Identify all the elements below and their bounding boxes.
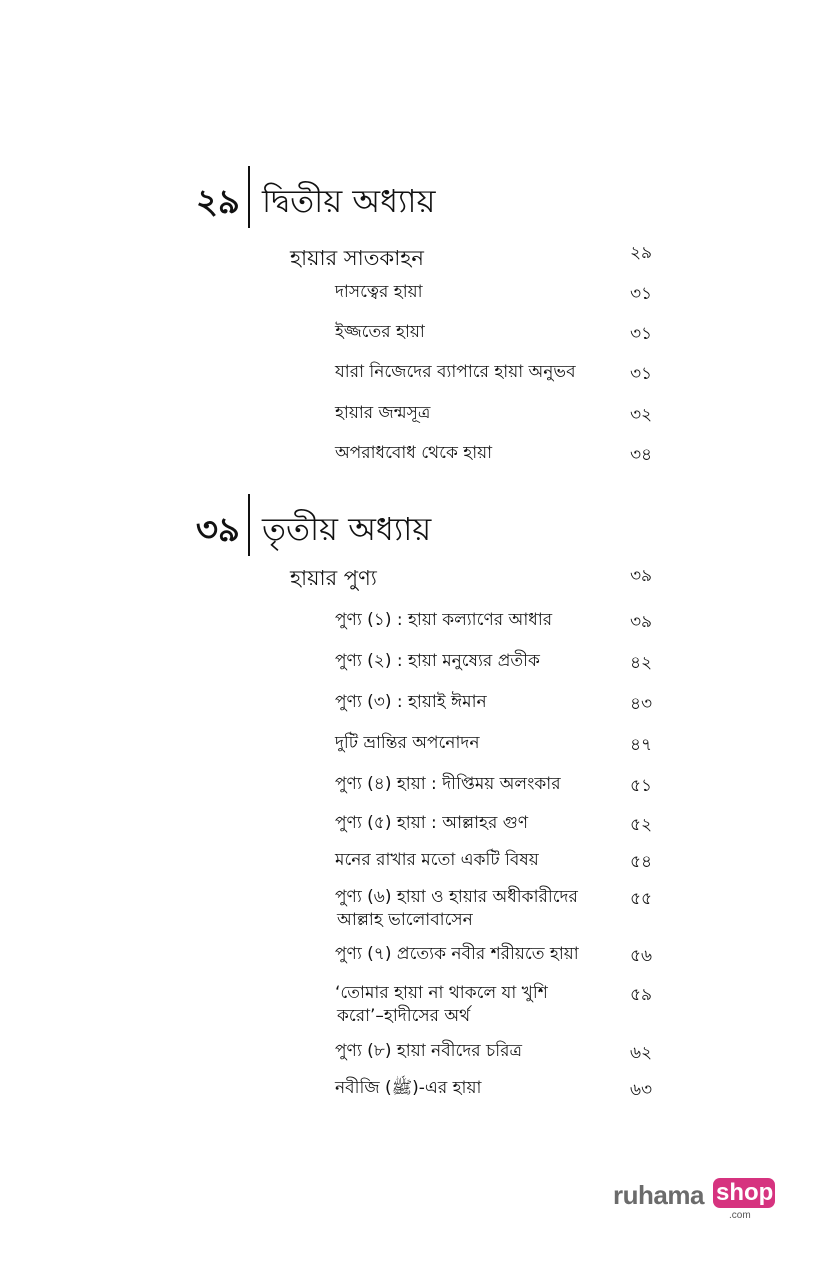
section-title: হায়ার সাতকাহন (290, 246, 424, 270)
logo-ruhama-text: ruhama (613, 1180, 704, 1210)
section-page: ৩৯ (630, 566, 653, 586)
toc-entry-line-2: আল্লাহ ভালোবাসেন (337, 910, 473, 930)
chapter-divider (248, 166, 250, 228)
toc-page: ৩২ (630, 405, 653, 425)
toc-page: ৩৯ (630, 612, 653, 632)
toc-page: ৪৭ (630, 735, 653, 755)
chapter-2-title: দ্বিতীয় অধ্যায় (262, 182, 436, 220)
toc-entry: অপরাধবোধ থেকে হায়া (335, 443, 493, 463)
toc-entry: মনের রাখার মতো একটি বিষয় (335, 850, 539, 870)
toc-page: ৪২ (630, 653, 653, 673)
toc-page: ৬৩ (630, 1080, 653, 1100)
toc-entry-line-1: পুণ্য (৬) হায়া ও হায়ার অধীকারীদের (335, 887, 578, 907)
toc-page: ৩১ (630, 324, 653, 344)
toc-entry-line-2: করো’–হাদীসের অর্থ (337, 1006, 471, 1026)
toc-entry: পুণ্য (৫) হায়া : আল্লাহর গুণ (335, 813, 529, 833)
toc-entry: যারা নিজেদের ব্যাপারে হায়া অনুভব (335, 362, 576, 382)
section-title: হায়ার পুণ্য (290, 566, 377, 590)
toc-entry: দুটি ভ্রান্তির অপনোদন (335, 733, 480, 753)
toc-page: ৬২ (630, 1043, 653, 1063)
ruhamashop-logo (613, 1178, 783, 1220)
toc-entry: ইজ্জতের হায়া (335, 322, 425, 342)
toc-entry-line-1: ‘তোমার হায়া না থাকলে যা খুশি (335, 983, 548, 1003)
toc-page: ৫১ (630, 776, 653, 796)
toc-entry-multiline (335, 982, 605, 1028)
toc-page: ৫৫ (630, 889, 653, 909)
logo-shop-text: shop (716, 1179, 774, 1206)
toc-page: ৫২ (630, 815, 653, 835)
toc-entry: দাসত্বের হায়া (335, 282, 423, 302)
toc-entry: নবীজি (ﷺ)-এর হায়া (335, 1078, 482, 1098)
toc-page: ৩১ (630, 364, 653, 384)
toc-page: ৩১ (630, 284, 653, 304)
toc-entry: পুণ্য (২) : হায়া মনুষ্যের প্রতীক (335, 651, 540, 671)
toc-page: ৫৬ (630, 946, 653, 966)
toc-entry: পুণ্য (৮) হায়া নবীদের চরিত্র (335, 1041, 522, 1061)
toc-entry: পুণ্য (১) : হায়া কল্যাণের আধার (335, 610, 553, 630)
toc-page: ৩৪ (630, 445, 653, 465)
toc-entry: পুণ্য (৪) হায়া : দীপ্তিময় অলংকার (335, 774, 561, 794)
toc-page: ৫৯ (630, 985, 653, 1005)
toc-entry: পুণ্য (৭) প্রত্যেক নবীর শরীয়তে হায়া (335, 944, 579, 964)
toc-entry: পুণ্য (৩) : হায়াই ঈমান (335, 692, 487, 712)
toc-entry-multiline (335, 886, 605, 932)
chapter-2-page-number: ২৯ (195, 182, 240, 222)
chapter-3-title: তৃতীয় অধ্যায় (262, 510, 432, 548)
logo-com-text: .com (729, 1210, 751, 1221)
toc-entry: হায়ার জন্মসূত্র (335, 403, 431, 423)
chapter-3-page-number: ৩৯ (195, 510, 240, 550)
section-page: ২৯ (630, 243, 653, 263)
toc-page: ৫৪ (630, 852, 653, 872)
toc-page: ৪৩ (630, 694, 653, 714)
chapter-divider (248, 494, 250, 556)
